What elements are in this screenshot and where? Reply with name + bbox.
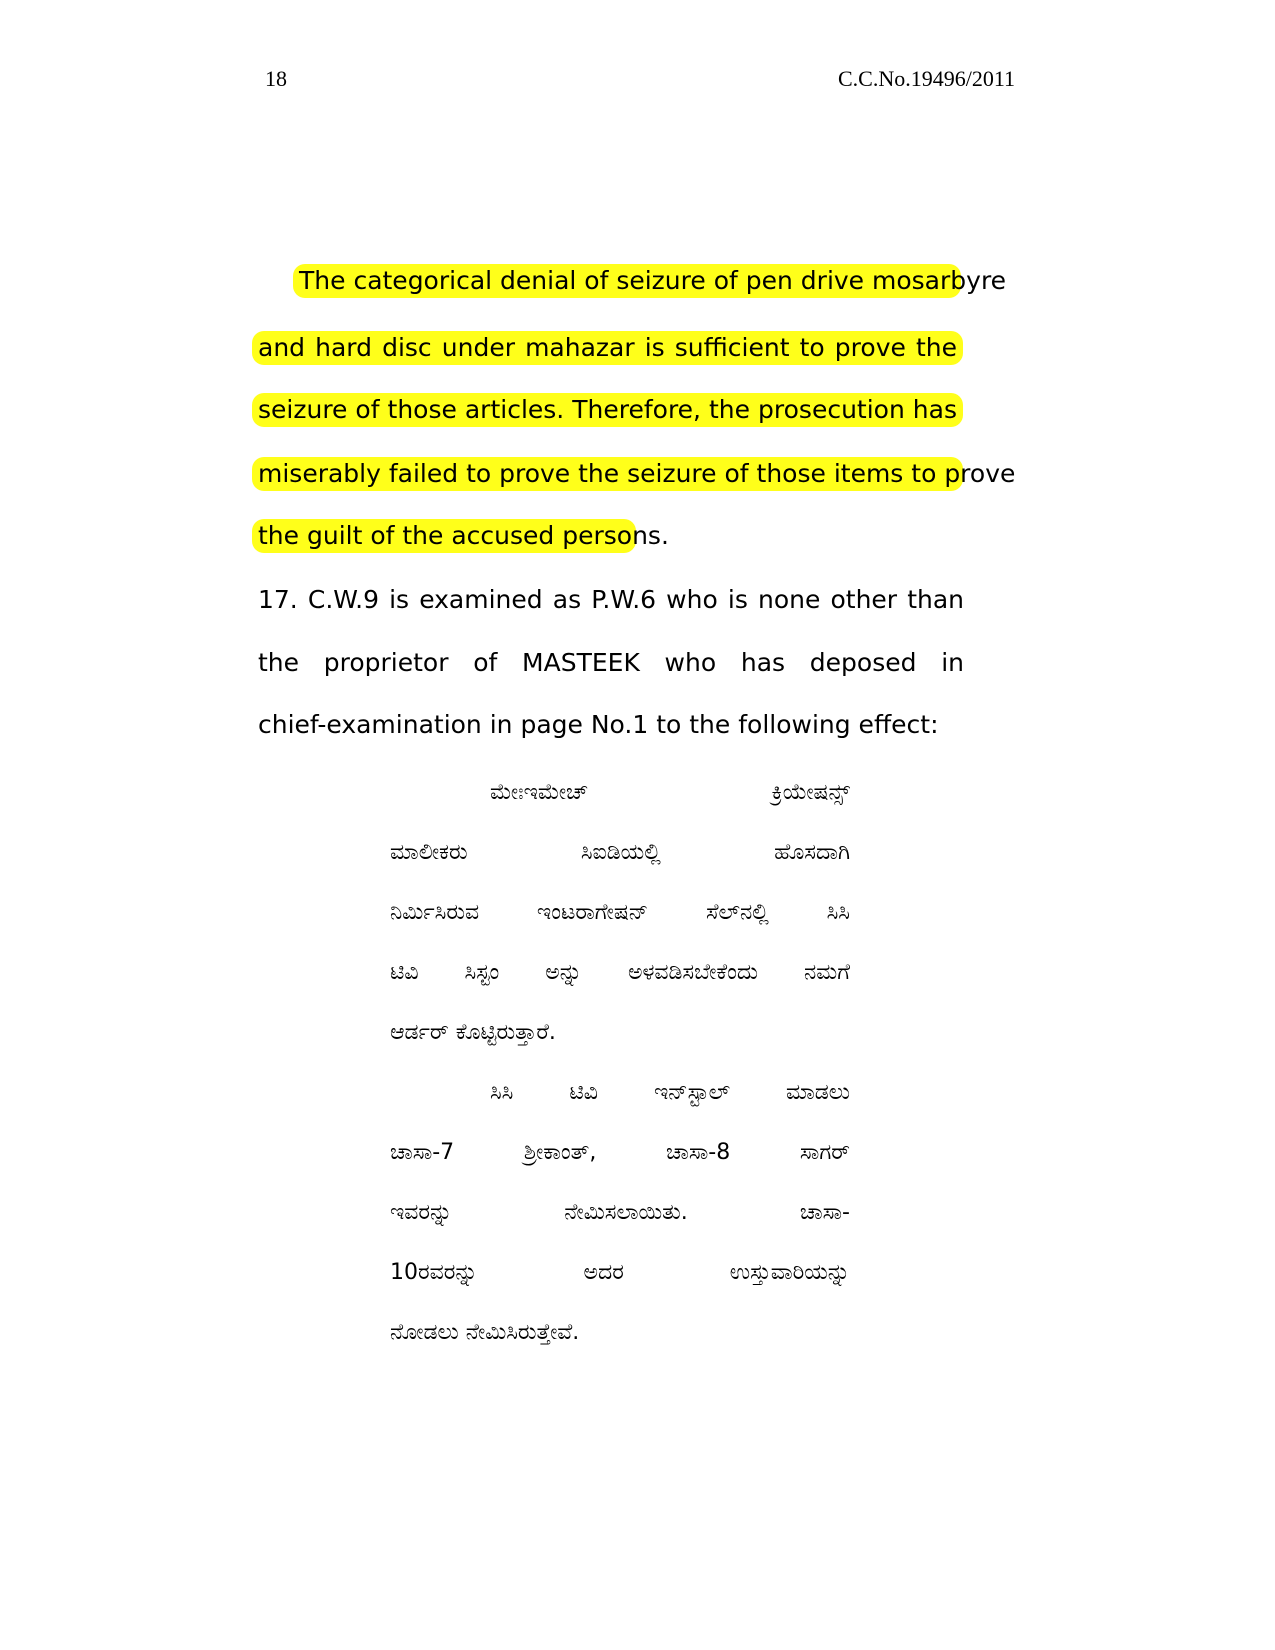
paragraph-line: the guilt of the accused persons. (252, 519, 636, 553)
paragraph-line: and hard disc under mahazar is sufficient to prove the (252, 331, 963, 365)
paragraph-line: chief-examination in page No.1 to the following effect: (258, 710, 939, 739)
paragraph-line: seizure of those articles. Therefore, the prosecution has (252, 393, 963, 427)
quote-line: ನಿರ್ಮಿಸಿರುವ ಇಂಟರಾಗೇಷನ್ ಸೆಲ್‌ನಲ್ಲಿ ಸಿಸಿ (390, 900, 850, 925)
quote-line: ಟಿವಿ ಸಿಸ್ಟಂ ಅನ್ನು ಅಳವಡಿಸಬೇಕೆಂದು ನಮಗೆ (390, 960, 850, 985)
quote-line: ಚಾಸಾ-7 ಶ್ರೀಕಾಂತ್, ಚಾಸಾ-8 ಸಾಗರ್ (390, 1140, 850, 1165)
quote-line: 10ರವರನ್ನು ಅದರ ಉಸ್ತುವಾರಿಯನ್ನು (390, 1260, 850, 1285)
paragraph-line: the proprietor of MASTEEK who has deposed in (258, 648, 964, 677)
quote-line: ಮೇಃಇಮೇಚ್ ಕ್ರಿಯೇಷನ್ಸ್ (490, 780, 850, 805)
case-number: C.C.No.19496/2011 (837, 66, 1015, 91)
quote-line: ಇವರನ್ನು ನೇಮಿಸಲಾಯಿತು. ಚಾಸಾ- (390, 1200, 850, 1225)
quote-line: ಆರ್ಡರ್ ಕೊಟ್ಟಿರುತ್ತಾರೆ. (390, 1020, 556, 1045)
paragraph-line: miserably failed to prove the seizure of those items to prove (252, 457, 963, 491)
page-number: 18 (265, 66, 287, 91)
quote-line: ಸಿಸಿ ಟಿವಿ ಇನ್‌ಸ್ಟಾಲ್ ಮಾಡಲು (490, 1080, 850, 1105)
quote-line: ಮಾಲೀಕರು ಸಿಐಡಿಯಲ್ಲಿ ಹೊಸದಾಗಿ (390, 840, 850, 865)
paragraph-line: The categorical denial of seizure of pen drive mosarbyre (293, 264, 961, 298)
quote-line: ನೋಡಲು ನೇಮಿಸಿರುತ್ತೇವೆ. (390, 1320, 580, 1345)
paragraph-line: 17. C.W.9 is examined as P.W.6 who is none other than (258, 585, 964, 614)
